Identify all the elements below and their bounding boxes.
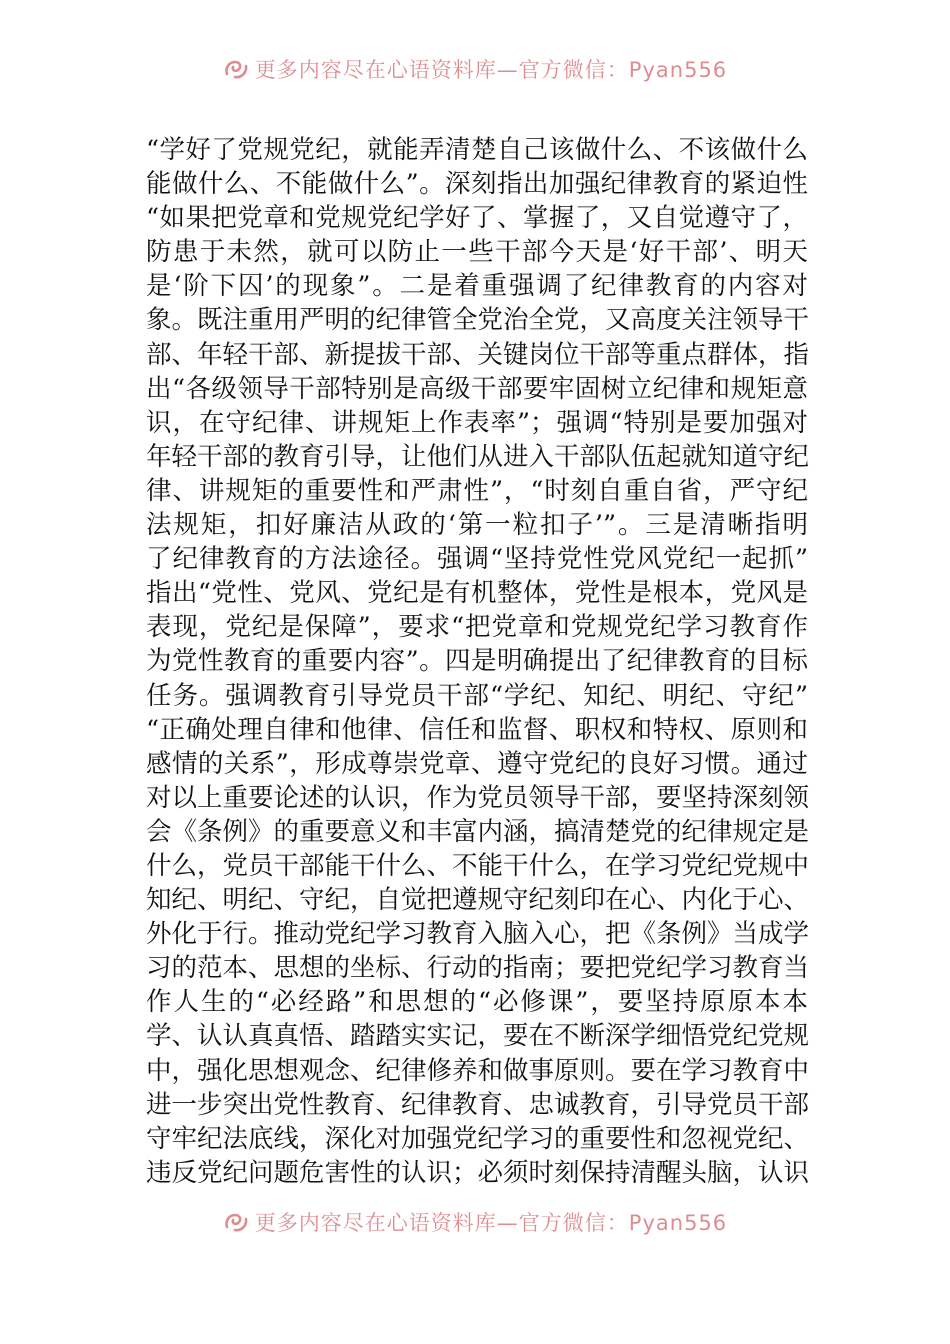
watermark-text: 更多内容尽在心语资料库—官方微信：Pyan556 [254, 58, 728, 82]
text-line: 作人生的“必经路”和思想的“必修课”，要坚持原原本本 [146, 987, 808, 1018]
text-line: 什么，党员干部能干什么、不能干什么，在学习党纪党规中 [146, 850, 810, 881]
text-line: 中，强化思想观念、纪律修养和做事原则。要在学习教育中 [146, 1055, 810, 1086]
text-line: “学好了党规党纪，就能弄清楚自己该做什么、不该做什么 [146, 135, 808, 165]
text-line: 对以上重要论述的认识，作为党员领导干部，要坚持深刻领 [146, 782, 810, 813]
text-line: 外化于行。推动党纪学习教育入脑入心，把《条例》当成学 [146, 919, 810, 950]
text-line: 象。既注重用严明的纪律管全党治全党，又高度关注领导干 [146, 305, 810, 336]
text-line: “如果把党章和党规党纪学好了、掌握了，又自觉遵守了， [146, 203, 808, 234]
text-line: 年轻干部的教育引导，让他们从进入干部队伍起就知道守纪 [146, 441, 810, 472]
footer-watermark [0, 1207, 950, 1237]
text-line: 防患于未然，就可以防止一些干部今天是‘好干部’、明天 [146, 237, 808, 268]
text-line: 识，在守纪律、讲规矩上作表率”；强调“特别是要加强对 [146, 407, 808, 438]
text-line: 指出“党性、党风、党纪是有机整体，党性是根本，党风是 [146, 578, 808, 609]
text-line: 了纪律教育的方法途径。强调“坚持党性党风党纪一起抓” [146, 544, 808, 575]
text-line: 守牢纪法底线，深化对加强党纪学习的重要性和忽视党纪、 [146, 1123, 810, 1154]
text-line: 表现，党纪是保障”，要求“把党章和党规党纪学习教育作 [146, 612, 808, 643]
text-line: 感情的关系”，形成尊崇党章、遵守党纪的良好习惯。通过 [146, 748, 808, 779]
text-line: 会《条例》的重要意义和丰富内涵，搞清楚党的纪律规定是 [146, 816, 810, 847]
text-line: 学、认认真真悟、踏踏实实记，要在不断深学细悟党纪党规 [146, 1021, 810, 1052]
text-line: 部、年轻干部、新提拔干部、关键岗位干部等重点群体，指 [146, 339, 810, 370]
text-line: 能做什么、不能做什么”。深刻指出加强纪律教育的紧迫性 [146, 169, 808, 200]
text-line: 法规矩，扣好廉洁从政的‘第一粒扣子’”。三是清晰指明 [146, 510, 808, 541]
text-line: 任务。强调教育引导党员干部“学纪、知纪、明纪、守纪” [146, 680, 808, 711]
text-line: 知纪、明纪、守纪，自觉把遵规守纪刻印在心、内化于心、 [146, 885, 810, 916]
text-line: 进一步突出党性教育、纪律教育、忠诚教育，引导党员干部 [146, 1089, 810, 1120]
swirl-logo-icon [223, 58, 249, 80]
text-line: 为党性教育的重要内容”。四是明确提出了纪律教育的目标 [146, 646, 808, 677]
text-line: 出“各级领导干部特别是高级干部要牢固树立纪律和规矩意 [146, 373, 808, 404]
swirl-logo-icon [223, 1211, 249, 1233]
header-watermark [0, 54, 950, 84]
text-line: 违反党纪问题危害性的认识；必须时刻保持清醒头脑，认识 [146, 1157, 810, 1188]
text-line: “正确处理自律和他律、信任和监督、职权和特权、原则和 [146, 714, 808, 745]
text-line: 习的范本、思想的坐标、行动的指南；要把党纪学习教育当 [146, 953, 810, 984]
text-line: 律、讲规矩的重要性和严肃性”，“时刻自重自省，严守纪 [146, 475, 808, 506]
document-body [146, 133, 808, 1190]
watermark-text: 更多内容尽在心语资料库—官方微信：Pyan556 [254, 1211, 728, 1235]
text-line: 是‘阶下囚’的现象”。二是着重强调了纪律教育的内容对 [146, 271, 808, 302]
